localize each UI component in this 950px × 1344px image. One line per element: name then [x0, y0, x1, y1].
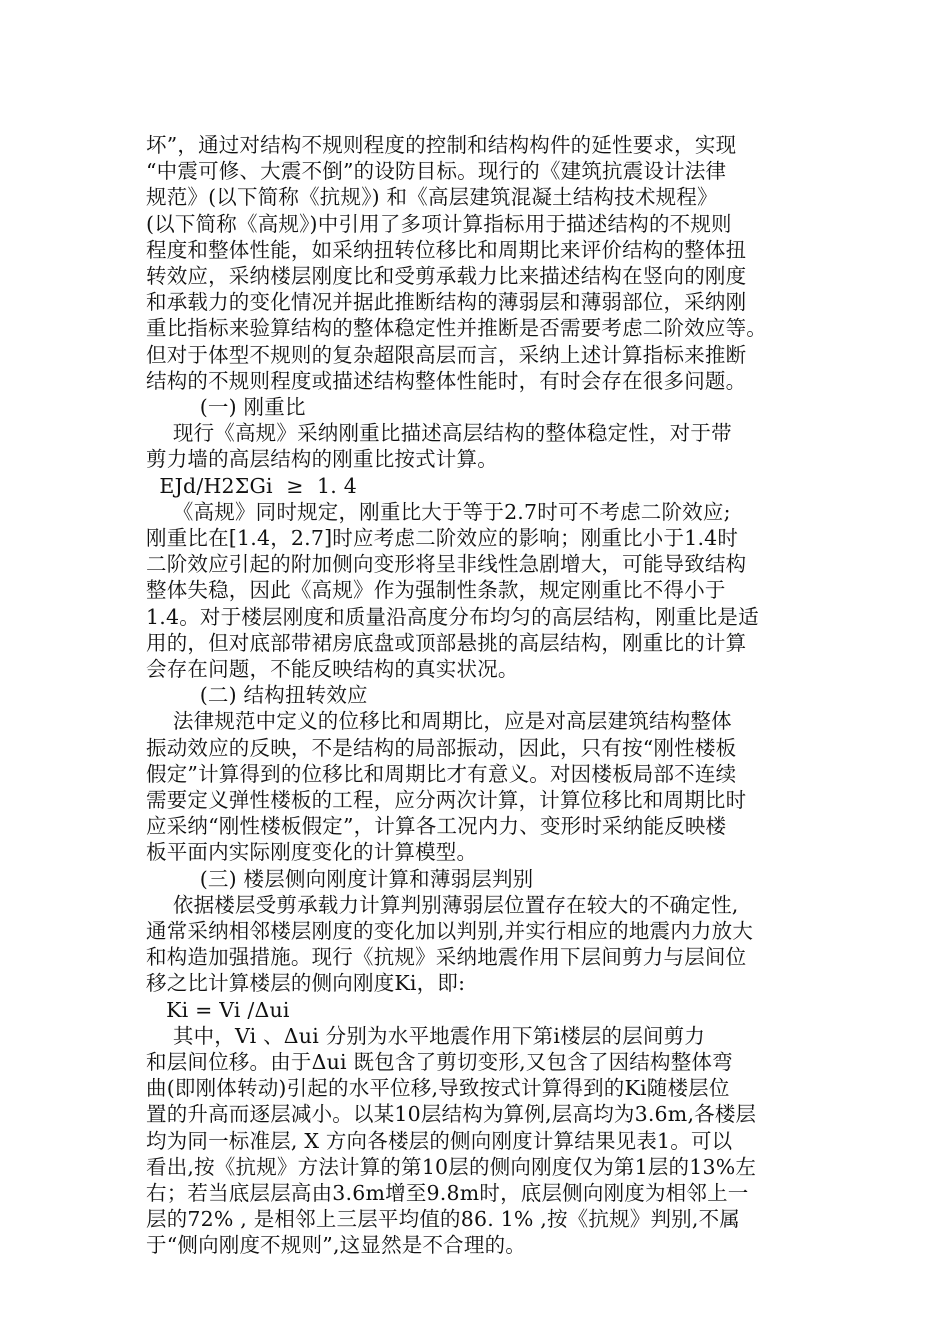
text-line: 需要定义弹性楼板的工程，应分两次计算，计算位移比和周期比时: [146, 788, 747, 812]
text-line: 移之比计算楼层的侧向刚度Ki，即:: [146, 971, 466, 996]
text-line: 和构造加强措施。现行《抗规》采纳地震作用下层间剪力与层间位: [146, 945, 747, 970]
text-line: 用的，但对底部带裙房底盘或顶部悬挑的高层结构，刚重比的计算: [146, 630, 747, 655]
text-line: 于“侧向刚度不规则”,这显然是不合理的。: [146, 1233, 526, 1258]
text-line: 规范》(以下简称《抗规》) 和《高层建筑混凝土结构技术规程》: [146, 185, 718, 210]
text-line: 依据楼层受剪承载力计算判别薄弱层位置存在较大的不确定性,: [146, 892, 739, 917]
text-line: 振动效应的反映，不是结构的局部振动，因此，只有按“刚性楼板: [146, 735, 737, 760]
text-line: 和承载力的变化情况并据此推断结构的薄弱层和薄弱部位，采纳刚: [146, 290, 747, 315]
text-line: 其中，Vi 、Δui 分别为水平地震作用下第i楼层的层间剪力: [146, 1023, 706, 1048]
text-line: 重比指标来验算结构的整体稳定性并推断是否需要考虑二阶效应等。: [146, 316, 767, 341]
text-line: 坏”，通过对结构不规则程度的控制和结构构件的延性要求，实现: [146, 133, 737, 157]
text-line: 右；若当底层层高由3.6m增至9.8m时，底层侧向刚度为相邻上一: [146, 1181, 749, 1205]
section-heading: (一) 刚重比: [146, 395, 306, 419]
text-line: 整体失稳，因此《高规》作为强制性条款，规定刚重比不得小于: [146, 578, 726, 603]
formula-line: Ki = Vi /Δui: [146, 997, 290, 1022]
text-line: “中震可修、大震不倒”的设防目标。现行的《建筑抗震设计法律: [146, 159, 727, 184]
text-line: 二阶效应引起的附加侧向变形将呈非线性急剧增大，可能导致结构: [146, 552, 747, 577]
text-line: 曲(即刚体转动)引起的水平位移,导致按式计算得到的Ki随楼层位: [146, 1076, 730, 1101]
text-line: 层的72% , 是相邻上三层平均值的86. 1% ,按《抗规》判别,不属: [146, 1207, 741, 1232]
text-line: 现行《高规》采纳刚重比描述高层结构的整体稳定性，对于带: [146, 421, 732, 446]
section-heading: (二) 结构扭转效应: [146, 683, 368, 708]
text-line: 看出,按《抗规》方法计算的第10层的侧向刚度仅为第1层的13%左: [146, 1154, 757, 1179]
formula-line: EJd/H2ΣGi ≥ 1. 4: [146, 473, 357, 498]
text-line: 和层间位移。由于Δui 既包含了剪切变形,又包含了因结构整体弯: [146, 1050, 733, 1074]
text-line: 刚重比在[1.4，2.7]时应考虑二阶效应的影响；刚重比小于1.4时: [146, 526, 739, 550]
text-line: 剪力墙的高层结构的刚重比按式计算。: [146, 447, 498, 472]
text-line: 转效应，采纳楼层刚度比和受剪承载力比来描述结构在竖向的刚度: [146, 264, 747, 288]
text-line: 置的升高而逐层减小。以某10层结构为算例,层高均为3.6m,各楼层: [146, 1102, 757, 1127]
text-line: 法律规范中定义的位移比和周期比，应是对高层建筑结构整体: [146, 709, 732, 734]
text-line: 1.4。对于楼层刚度和质量沿高度分布均匀的高层结构，刚重比是适: [146, 604, 759, 629]
text-line: 通常采纳相邻楼层刚度的变化加以判别,并实行相应的地震内力放大: [146, 919, 754, 943]
text-line: 会存在问题，不能反映结构的真实状况。: [146, 657, 519, 681]
section-heading: (三) 楼层侧向刚度计算和薄弱层判别: [146, 866, 534, 891]
text-line: 《高规》同时规定，刚重比大于等于2.7时可不考虑二阶效应;: [146, 499, 731, 524]
text-line: (以下简称《高规》)中引用了多项计算指标用于描述结构的不规则: [146, 211, 732, 236]
text-line: 假定”计算得到的位移比和周期比才有意义。对因楼板局部不连续: [146, 761, 737, 786]
text-line: 但对于体型不规则的复杂超限高层而言，采纳上述计算指标来推断: [146, 342, 747, 367]
text-line: 应采纳“刚性楼板假定”，计算各工况内力、变形时采纳能反映楼: [146, 814, 727, 839]
text-line: 均为同一标准层, X 方向各楼层的侧向刚度计算结果见表1。可以: [146, 1128, 733, 1153]
text-line: 结构的不规则程度或描述结构整体性能时，有时会存在很多问题。: [146, 368, 747, 393]
text-line: 板平面内实际刚度变化的计算模型。: [146, 840, 478, 865]
text-line: 程度和整体性能，如采纳扭转位移比和周期比来评价结构的整体扭: [146, 237, 747, 262]
